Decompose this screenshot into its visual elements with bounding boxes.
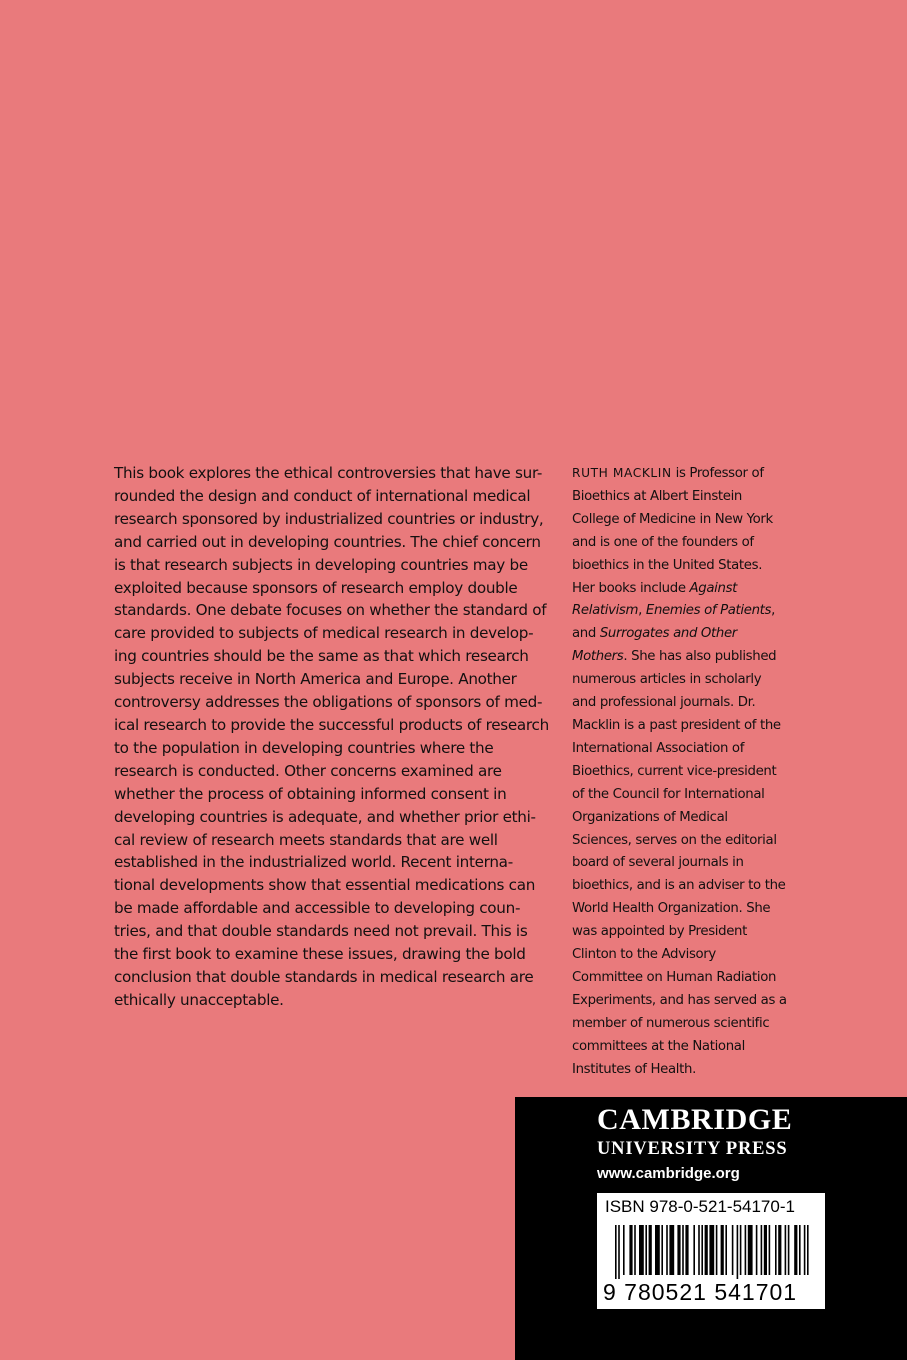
bio-line: and is one of the founders of — [572, 534, 754, 550]
description-line: is that research subjects in developing countries may be — [114, 555, 528, 574]
description-line: This book explores the ethical controversies that have sur- — [114, 464, 543, 482]
description-line: established in the industrialized world. Recent interna- — [114, 853, 513, 872]
description-line: research sponsored by industrialized countries or industry, — [114, 509, 544, 528]
description-line: rounded the design and conduct of international medical — [114, 486, 531, 505]
description-line: ethically unacceptable. — [114, 990, 284, 1009]
isbn-text: ISBN 978-0-521-54170-1 — [605, 1197, 795, 1216]
barcode-bar — [701, 1225, 703, 1275]
bio-line: bioethics in the United States. — [572, 557, 763, 573]
barcode-bar — [666, 1225, 668, 1275]
bio-line: bioethics, and is an adviser to the — [572, 878, 786, 894]
barcode-bar — [725, 1225, 727, 1275]
bio-line: College of Medicine in New York — [572, 511, 773, 527]
barcode-bar — [709, 1225, 714, 1275]
barcode-bar — [788, 1225, 790, 1275]
barcode-bar — [682, 1225, 684, 1275]
author-bio: RUTH MACKLIN is Professor of Bioethics at Albert Einstein College of Medicine in New York and is one of the founders of bioethics in the United States. Her books include Against Relativism, Enemies of Patients, and Surrogates and Other Mothers. She has also published numerous articles in scholarly and professional journals. Dr. Macklin is a past president of the International Association of Bioethics, current vice-president of the Council for International Organizations of Medical Sciences, serves on the editorial board of several journals in bioethics, and is an adviser to the World Health Organization. She was appointed by President Clinton to the Advisory Committee on Human Radiation Experiments, and has served as a member of numerous scientific committees at the National Institutes of Health. — [572, 462, 802, 1081]
barcode-bar — [639, 1225, 644, 1275]
barcode-bar — [623, 1225, 625, 1275]
description-line: developing countries is adequate, and whether prior ethi- — [114, 807, 536, 826]
description-line: subjects receive in North America and Europe. Another — [114, 670, 517, 689]
barcode-bar — [669, 1225, 674, 1275]
description-line: controversy addresses the obligations of sponsors of med- — [114, 693, 543, 712]
description-line: ical research to provide the successful products of research — [114, 715, 549, 734]
barcode-bar — [698, 1225, 700, 1275]
barcode-box — [597, 1193, 825, 1309]
bio-line: Clinton to the Advisory — [572, 947, 716, 963]
description-line: care provided to subjects of medical research in develop- — [114, 624, 534, 643]
description-line: the first book to examine these issues, drawing the bold — [114, 945, 526, 964]
barcode-digits: 9 780521 541701 — [603, 1279, 798, 1305]
barcode-bar — [737, 1225, 739, 1279]
barcode-bar — [764, 1225, 767, 1275]
description-line: ing countries should be the same as that which research — [114, 647, 529, 666]
book-title: Relativism — [572, 603, 639, 619]
bio-line: Bioethics at Albert Einstein — [572, 488, 743, 504]
barcode-bar — [618, 1225, 620, 1279]
bio-line: and professional journals. Dr. — [572, 695, 756, 711]
bio-line: board of several journals in — [572, 855, 744, 871]
barcode-bar — [705, 1225, 708, 1275]
book-description — [114, 462, 549, 1012]
bio-line: Sciences, serves on the editorial — [572, 832, 777, 848]
publisher-subname: UNIVERSITY PRESS — [597, 1139, 788, 1159]
barcode-bar — [761, 1225, 763, 1275]
bio-line: Experiments, and has served as a — [572, 992, 787, 1008]
barcode-bar — [685, 1225, 688, 1275]
barcode-bar — [649, 1225, 652, 1275]
description-line: to the population in developing countries where the — [114, 738, 494, 757]
barcode-bar — [785, 1225, 787, 1275]
barcode-bar — [629, 1225, 632, 1275]
barcode-bar — [655, 1225, 660, 1275]
barcode-bar — [745, 1225, 747, 1275]
bio-line: Committee on Human Radiation — [572, 969, 777, 985]
book-title: Surrogates and Other — [599, 626, 737, 642]
barcode-bar — [807, 1225, 809, 1275]
barcode-bar — [716, 1225, 718, 1275]
barcode-bar — [615, 1225, 617, 1279]
bio-line: committees at the National — [572, 1038, 745, 1054]
description-line: whether the process of obtaining informed consent in — [114, 784, 507, 803]
barcode-bar — [740, 1225, 742, 1275]
barcode-bar — [677, 1225, 680, 1275]
bio-line: was appointed by President — [572, 924, 747, 940]
bio-line: World Health Organization. She — [572, 901, 771, 917]
bio-line: numerous articles in scholarly — [572, 672, 762, 688]
bio-lines-b — [572, 669, 802, 1081]
bio-line: International Association of — [572, 740, 745, 756]
barcode-bar — [693, 1225, 695, 1275]
description-line: exploited because sponsors of research employ double — [114, 578, 518, 597]
barcode-bar — [732, 1225, 734, 1275]
publisher-panel — [515, 1097, 907, 1360]
barcode-bar — [794, 1225, 797, 1275]
barcode-bar — [661, 1225, 663, 1275]
bio-line: Bioethics, current vice-president — [572, 763, 777, 779]
book-title: Against — [689, 580, 738, 596]
description-line: standards. One debate focuses on whether the standard of — [114, 601, 547, 620]
bio-line: member of numerous scientific — [572, 1015, 770, 1031]
barcode-bar — [778, 1225, 781, 1275]
description-line: cal review of research meets standards that are well — [114, 830, 498, 849]
description-line: be made affordable and accessible to developing coun- — [114, 899, 521, 918]
barcode-bar — [799, 1225, 801, 1275]
bio-line: Macklin is a past president of the — [572, 717, 781, 733]
publisher-url: www.cambridge.org — [597, 1165, 740, 1182]
barcode-bar — [645, 1225, 647, 1275]
description-line: conclusion that double standards in medical research are — [114, 967, 534, 986]
description-line: tional developments show that essential medications can — [114, 876, 536, 895]
barcode-bar — [748, 1225, 753, 1275]
description-line: and carried out in developing countries. The chief concern — [114, 532, 541, 551]
barcode-bar — [721, 1225, 724, 1275]
bio-line: of the Council for International — [572, 786, 765, 802]
book-title: Mothers — [572, 649, 624, 665]
author-name: RUTH MACKLIN — [572, 466, 672, 480]
barcode-bar — [804, 1225, 806, 1275]
bio-line: Organizations of Medical — [572, 809, 728, 825]
barcode-bar — [775, 1225, 777, 1275]
publisher-name: CAMBRIDGE — [597, 1103, 793, 1136]
book-title: Enemies of Patients — [645, 603, 772, 619]
barcode-bar — [634, 1225, 636, 1275]
description-line: tries, and that double standards need not prevail. This is — [114, 922, 528, 941]
bio-lines-a — [572, 486, 802, 578]
description-line: research is conducted. Other concerns examined are — [114, 761, 502, 780]
bio-line: Institutes of Health. — [572, 1061, 696, 1077]
barcode-bar — [769, 1225, 771, 1275]
barcode-bar — [756, 1225, 758, 1275]
